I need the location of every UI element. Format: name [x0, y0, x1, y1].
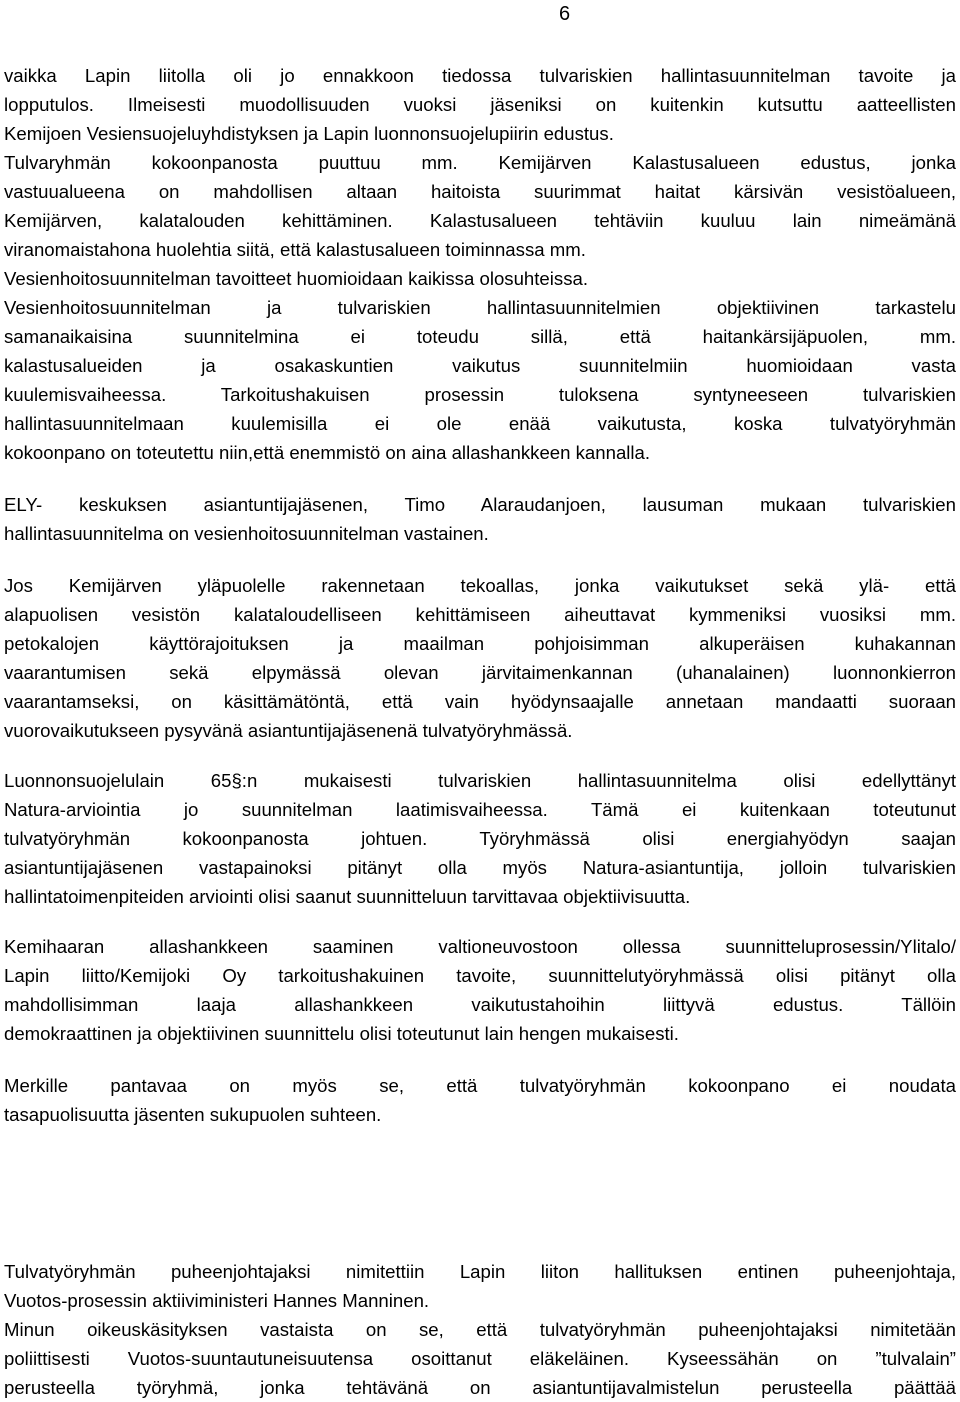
text-line: demokraattinen ja objektiivinen suunnittelu olisi toteutunut lain hengen mukaisesti. — [4, 1023, 679, 1044]
text-line: petokalojen käyttörajoituksen ja maailman pohjoisimman alkuperäisen kuhakannan — [4, 633, 956, 654]
text-line: Kemijärven, kalatalouden kehittäminen. Kalastusalueen tehtäviin kuuluu lain nimeämänä — [4, 210, 956, 231]
text-line: tasapuolisuutta jäsenten sukupuolen suhteen. — [4, 1104, 382, 1125]
text-line: vastuualueena on mahdollisen altaan haitoista suurimmat haitat kärsivän vesistöalueen, — [4, 181, 956, 202]
text-line: vaarantumisen sekä elpymässä olevan järvitaimenkannan (uhanalainen) luonnonkierron — [4, 662, 956, 683]
text-line: samanaikaisina suunnitelmina ei toteudu sillä, että haitankärsijäpuolen, mm. — [4, 326, 956, 347]
text-line: hallintasuunnitelma on vesienhoitosuunnitelman vastainen. — [4, 523, 489, 544]
text-line: kokoonpano on toteutettu niin,että enemmistö on aina allashankkeen kannalla. — [4, 442, 651, 463]
text-line: hallintatoimenpiteiden arviointi olisi saanut suunnitteluun tarvittavaa objektiivisuutta. — [4, 886, 691, 907]
paragraph-ely-lausuma — [4, 490, 956, 548]
text-line: Vuotos-prosessin aktiiviministeri Hannes Manninen. — [4, 1290, 430, 1311]
text-line: hallintasuunnitelmaan kuulemisilla ei ole enää vaikutusta, koska tulvatyöryhmän — [4, 413, 956, 434]
text-line: Minun oikeuskäsityksen vastaista on se, että tulvatyöryhmän puheenjohtajaksi nimitetään — [4, 1319, 956, 1340]
text-line: Tulvaryhmän kokoonpanosta puuttuu mm. Kemijärven Kalastusalueen edustus, jonka — [4, 152, 956, 173]
text-line: Merkille pantavaa on myös se, että tulvatyöryhmän kokoonpano ei noudata — [4, 1075, 956, 1096]
text-line: asiantuntijajäsenen vastapainoksi pitänyt olla myös Natura-asiantuntija, jolloin tulvariskien — [4, 857, 956, 878]
paragraph-kemihaara-allashanke — [4, 932, 956, 1048]
text-line: tulvatyöryhmän kokoonpanosta johtuen. Työryhmässä olisi energiahyödyn saajan — [4, 828, 956, 849]
paragraph-natura-arviointi — [4, 766, 956, 911]
text-line: Jos Kemijärven yläpuolelle rakennetaan tekoallas, jonka vaikutukset sekä ylä- että — [4, 575, 956, 596]
text-line: Tulvatyöryhmän puheenjohtajaksi nimitettiin Lapin liiton hallituksen entinen puheenjohtaja, — [4, 1261, 956, 1282]
text-line: ELY- keskuksen asiantuntijajäsenen, Timo Alaraudanjoen, lausuman mukaan tulvariskien — [4, 494, 956, 515]
text-line: viranomaistahona huolehtia siitä, että kalastusalueen toiminnassa mm. — [4, 239, 586, 260]
text-line: poliittisesti Vuotos-suuntautuneisuutensa osoittanut eläkeläinen. Kyseessähän on ”tulvalain” — [4, 1348, 956, 1369]
text-line: mahdollisimman laaja allashankkeen vaikutustahoihin liittyvä edustus. Tällöin — [4, 994, 956, 1015]
paragraph-puheenjohtaja-nimitys — [4, 1257, 956, 1315]
text-line: lopputulos. Ilmeisesti muodollisuuden vuoksi jäseniksi on kuitenkin kutsuttu aatteellisten — [4, 94, 956, 115]
text-line: vaarantamseksi, on käsittämätöntä, että vain hyödynsaajalle annetaan mandaatti suoraan — [4, 691, 956, 712]
paragraph-tekoallas-vaikutukset — [4, 571, 956, 745]
text-line: Luonnonsuojelulain 65§:n mukaisesti tulvariskien hallintasuunnitelma olisi edellyttänyt — [4, 770, 956, 791]
text-line: kuulemisvaiheessa. Tarkoitushakuisen prosessin tuloksena syntyneeseen tulvariskien — [4, 384, 956, 405]
text-line: Lapin liitto/Kemijoki Oy tarkoitushakuinen tavoite, suunnittelutyöryhmässä olisi pitänyt olla — [4, 965, 956, 986]
paragraph-sukupuoli-tasapuolisuus — [4, 1071, 956, 1129]
text-line: Kemijoen Vesiensuojeluyhdistyksen ja Lapin luonnonsuojelupiirin edustus. — [4, 123, 614, 144]
paragraph-oikeuskasitys — [4, 1315, 956, 1402]
paragraph-tulvaryhma-kokoonpano — [4, 61, 956, 467]
page-number: 6 — [559, 3, 571, 25]
text-line: Vesienhoitosuunnitelman ja tulvariskien hallintasuunnitelmien objektiivinen tarkastelu — [4, 297, 956, 318]
text-line: alapuolisen vesistön kalataloudelliseen kehittämiseen aiheuttavat kymmeniksi vuosiksi mm. — [4, 604, 956, 625]
text-line: perusteella työryhmä, jonka tehtävänä on asiantuntijavalmistelun perusteella päättää — [4, 1377, 956, 1398]
text-line: vaikka Lapin liitolla oli jo ennakkoon tiedossa tulvariskien hallintasuunnitelman tavoite ja — [4, 65, 956, 86]
text-line: Natura-arviointia jo suunnitelman laatimisvaiheessa. Tämä ei kuitenkaan toteutunut — [4, 799, 956, 820]
text-line: Vesienhoitosuunnitelman tavoitteet huomioidaan kaikissa olosuhteissa. — [4, 268, 589, 289]
text-line: vuorovaikutukseen pysyvänä asiantuntijajäsenenä tulvatyöryhmässä. — [4, 720, 573, 741]
text-line: Kemihaaran allashankkeen saaminen valtioneuvostoon ollessa suunnitteluprosessin/Ylitalo/ — [4, 936, 956, 957]
text-line: kalastusalueiden ja osakaskuntien vaikutus suunnitelmiin huomioidaan vasta — [4, 355, 956, 376]
